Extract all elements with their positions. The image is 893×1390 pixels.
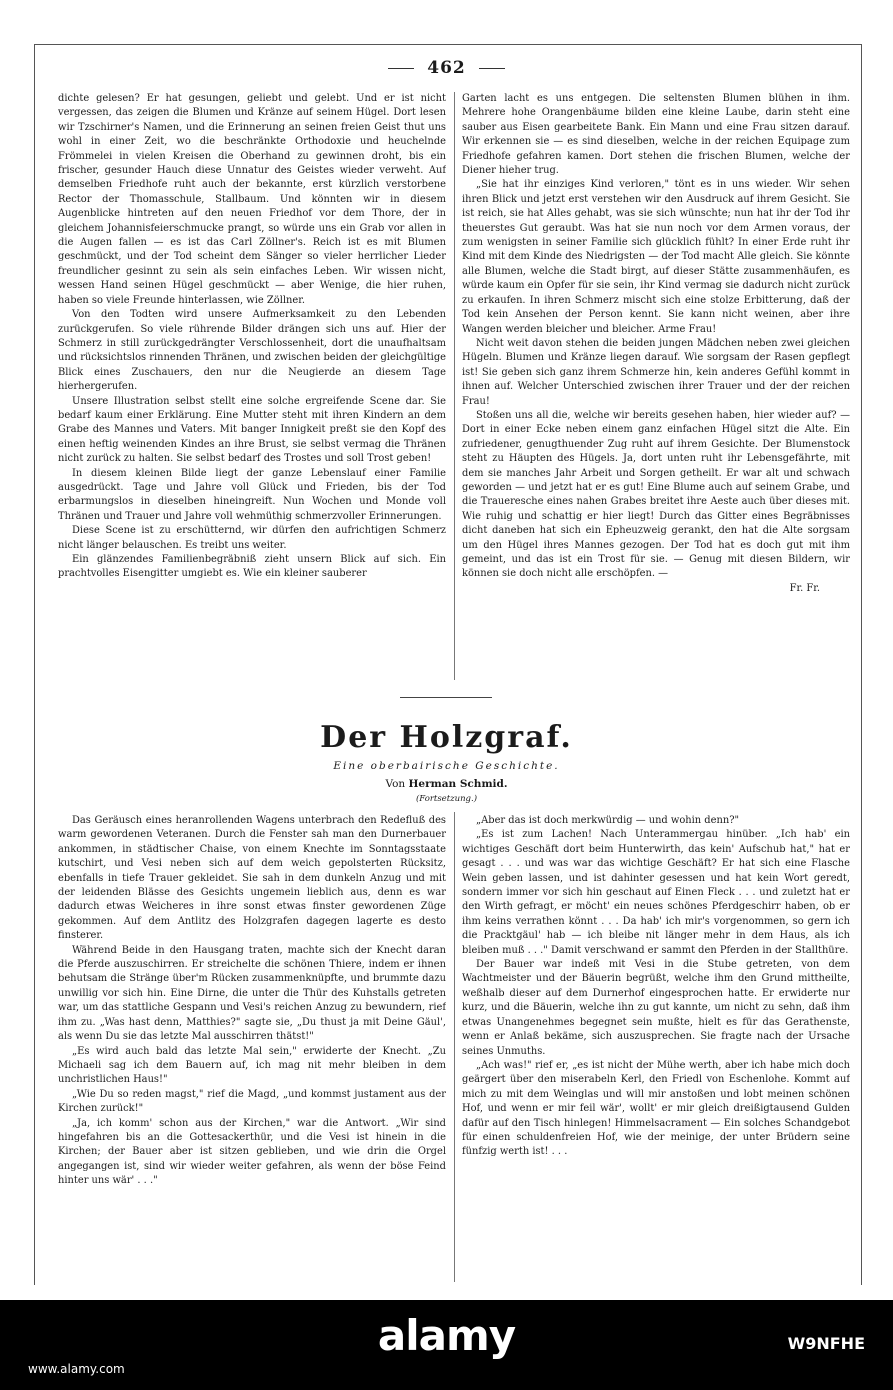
paragraph: Von den Todten wird unsere Aufmerksamkeit zu den Lebenden zurückgerufen. So viele rührende Bilder drängen sich uns auf. Hier der Schmerz in still zurückgedrängter Verschlossenheit, dort die unaufhaltsam und rücksichtslos rinnenden Thränen, und zwischen beiden der gleichgültige Blick eines Zuschauers, den nur die Neugierde an diesem Tage hierhergerufen. xyxy=(58,309,446,393)
paragraph: Der Bauer war indeß mit Vesi in die Stube getreten, von dem Wachtmeister und der Bäuerin begrüßt, welche ihm den Grund mittheilte, weßhalb dieser auf dem Durnerhof eingesprochen hatte. Er erwiderte nur kurz, und die Bäuerin, welche ihn zu gut kannte, um nicht zu sehn, daß ihm etwas Unangenehmes begegnet sein mußte, hielt es für das Gerathenste, wenn er Anlaß bekäme, sich auszusprechen. Sie fragte nach der Ursache seines Unmuths. xyxy=(462,959,850,1057)
column-divider xyxy=(454,92,455,680)
section-divider xyxy=(400,697,492,698)
paragraph: „Wie Du so reden magst," rief die Magd, „und kommst justament aus der Kirchen zurück!" xyxy=(58,1088,446,1115)
paragraph: Ein glänzendes Familienbegräbniß zieht unsern Blick auf sich. Ein prachtvolles Eisengitter umgiebt es. Wie ein kleiner sauberer xyxy=(58,554,446,580)
author-name: Herman Schmid. xyxy=(408,778,508,790)
paragraph: Diese Scene ist zu erschütternd, wir dürfen den aufrichtigen Schmerz nicht länger belauschen. Es treibt uns weiter. xyxy=(58,525,446,551)
paragraph: Das Geräusch eines heranrollenden Wagens unterbrach den Redefluß des warm gewordenen Veteranen. Durch die Fenster sah man den Durnerbauer ankommen, in städtischer Chaise, von einem Knechte im Sonntagsstaate kutschirt, und Vesi neben sich auf dem weich gepolsterten Rücksitz, ebenfalls in tiefe Trauer gekleidet. Sie sah in dem dunkeln Anzug und mit der leidenden Blässe des Gesichts ungemein lieblich aus, denn es war dadurch etwas Weicheres in ihre sonst etwas finster gewordenen Züge gekommen. Auf dem Antlitz des Holzgrafen dagegen lagerte es desto finsterer. xyxy=(58,815,446,942)
paragraph: „Ja, ich komm' schon aus der Kirchen," war die Antwort. „Wir sind hingefahren bis an die Gottesackerthür, und die Vesi ist hinein in die Kirchen; der Bauer aber ist sitzen geblieben, und wie drin die Orgel angegangen ist, sind wir wieder weiter gefahren, als wenn der böse Feind hinter uns wär' . . ." xyxy=(58,1117,446,1187)
page-number: 462 xyxy=(427,58,466,78)
story-author xyxy=(0,778,893,790)
upper-right-column xyxy=(462,92,850,680)
paragraph: dichte gelesen? Er hat gesungen, geliebt und gelebt. Und er ist nicht vergessen, das zeigen die Blumen und Kränze auf seinem Hügel. Dort lesen wir Tzschirner's Namen, und die Erinnerung an seinen freien Geist thut uns wohl in einer Zeit, wo die beschränkte Orthodoxie und heuchelnde Frömmelei in vielen Kreisen die Oberhand zu gewinnen droht, bis ein frischer, gesunder Hauch diese Unnatur des Geistes wieder verweht. Auf demselben Friedhofe ruht auch der bekannte, erst kürzlich verstorbene Rector der Thomasschule, Stallbaum. Und könnten wir in diesem Augenblicke hintreten auf den neuen Friedhof vor dem Thore, der in gleichem Johannisfeierschmucke prangt, so würde uns ein Grab vor allen in die Augen fallen — es ist das Carl Zöllner's. Reich ist es mit Blumen geschmückt, und der Tod scheint dem Sänger so vieler herrlicher Lieder freundlicher gesinnt zu sein als sein einfaches Leben. Wir wissen nicht, wessen Hand seinen Hügel geschmückt — aber Wenige, die hier ruhen, haben so viele Freunde hinterlassen, wie Zöllner. xyxy=(58,93,446,306)
paragraph: „Es wird auch bald das letzte Mal sein," erwiderte der Knecht. „Zu Michaeli sag ich dem Bauern auf, ich mag nit mehr bleiben in dem unchristlichen Haus!" xyxy=(58,1045,446,1086)
watermark-url: www.alamy.com xyxy=(28,1362,125,1376)
paragraph: „Aber das ist doch merkwürdig — und wohin denn?" xyxy=(476,815,740,826)
watermark-image-id: W9NFHE xyxy=(787,1334,865,1353)
watermark-logo: alamy xyxy=(377,1311,516,1360)
upper-left-column xyxy=(58,92,446,680)
paragraph: „Ach was!" rief er, „es ist nicht der Mühe werth, aber ich habe mich doch geärgert über den miserabeln Kerl, den Friedl von Eschenlohe. Kommt auf mich zu mit dem Weinglas und will mir anstoßen und lobt meinen schönen Hof, und wenn er mir feil wär', wollt' er mir gleich dreißigtausend Gulden dafür auf den Tisch hinlegen! Himmelsacrament — Ein solches Schandgebot für einen schuldenfreien Hof, wie der meinige, der unter Brüdern seine fünfzig werth ist! . . . xyxy=(462,1059,850,1158)
story-subtitle: Eine oberbairische Geschichte. xyxy=(333,760,560,772)
paragraph: Nicht weit davon stehen die beiden jungen Mädchen neben zwei gleichen Hügeln. Blumen und Kränze liegen darauf. Wie sorgsam der Rasen gepflegt ist! Sie geben sich ganz ihrem Schmerze hin, kein anderes Gefühl kommt in ihnen auf. Welcher Unterschied zwischen ihrer Trauer und der der reichen Frau! xyxy=(462,337,850,407)
paragraph: Während Beide in den Hausgang traten, machte sich der Knecht daran die Pferde auszuschirren. Er streichelte die schönen Thiere, indem er ihnen behutsam die Stränge über'm Rücken zusammenknüpfte, und brummte dazu unwillig vor sich hin. Eine Dirne, die unter die Thür des Kuhstalls getreten war, um das stattliche Gespann und Vesi's reichen Anzug zu bewundern, rief ihm zu. „Was hast denn, Matthies?" sagte sie, „Du thust ja mit Deine Gäul', als wenn Du sie das letzte Mal ausschirren thätst!" xyxy=(58,944,446,1043)
continuation-note: (Fortsetzung.) xyxy=(415,794,478,804)
paragraph: „Sie hat ihr einziges Kind verloren," tönt es in uns wieder. Wir sehen ihren Blick und jetzt erst verstehen wir den Ausdruck auf ihrem Gesicht. Sie ist reich, sie hat Alles gehabt, was sie sich wünschte; nun hat ihr der Tod ihr theuerstes Gut geraubt. Was hat sie nun noch vor dem Armen voraus, der zum wenigsten in seiner Familie sich glücklich fühlt? In einer Erde ruht ihr Kind mit dem Kinde des Niedrigsten — der Tod macht Alle gleich. Sie könnte alle Blumen, welche die Stadt birgt, auf dieser Stätte zusammenhäufen, es würde kaum ein Opfer für sie sein, ihr Kind vermag sie dadurch nicht zurück zu erkaufen. In ihren Schmerz mischt sich eine stolze Erbitterung, daß der Tod kein Ansehen der Person kennt. Sie kann nicht weinen, aber ihre Wangen werden bleicher und bleicher. Arme Frau! xyxy=(462,179,850,335)
header-rule-right xyxy=(479,68,505,69)
column-divider xyxy=(454,812,455,1282)
paragraph: Stoßen uns all die, welche wir bereits gesehen haben, hier wieder auf? — Dort in einer Ecke neben einem ganz einfachen Hügel sitzt die Alte. Ein zufriedener, genugthuender Zug ruht auf ihrem Gesichte. Der Blumenstock steht zu Häupten des Hügels. Ja, dort unten ruht ihr Lebensgefährte, mit dem sie manches Jahr Arbeit und Sorgen getheilt. Er war alt und schwach geworden — und jetzt hat er es gut! Eine Blume auch auf seinem Grabe, und die Traueresche eines nahen Grabes breitet ihre Aeste auch über dieses mit. Wie ruhig und schattig er hier liegt! Durch das Gitter eines Begräbnisses dicht daneben hat sich ein Epheuzweig gerankt, den hat die Alte sorgsam um den Hügel ihres Mannes gezogen. Der Tod hat es doch gut mit ihm gemeint, und das ist ein Trost für sie. — Genug mit diesen Bildern, wir können sie doch nicht alle erschöpfen. — xyxy=(462,409,850,580)
story-title: Der Holzgraf. xyxy=(320,720,573,755)
article-signature: Fr. Fr. xyxy=(789,582,820,594)
paragraph: Unsere Illustration selbst stellt eine solche ergreifende Scene dar. Sie bedarf kaum einer Erklärung. Eine Mutter steht mit ihren Kindern an dem Grabe des Mannes und Vaters. Mit banger Innigkeit preßt sie den Kopf des einen heftig weinenden Kindes an ihre Brust, sie selbst vermag die Thränen nicht zurück zu halten. Sie selbst bedarf des Trostes und soll Trost geben! xyxy=(58,395,446,465)
page-header xyxy=(0,58,893,78)
paragraph: „Es ist zum Lachen! Nach Unterammergau hinüber. „Ich hab' ein wichtiges Geschäft dort beim Hunterwirth, das kein' Aufschub hat," hat er gesagt . . . und was war das wichtige Geschäft? Er hat sich eine Flasche Wein geben lassen, und ist dahinter gesessen und hat kein Wort geredt, sondern immer vor sich hin geschaut auf Einen Fleck . . . und zuletzt hat er den Wirth gefragt, er möcht' ein neues schönes Pferdgeschirr haben, ob er ihm keins verrathen könnt . . . Da hab' ich mir's vorgenommen, so gern ich die Pracktgäul' hab — ich bleibe nit länger mehr in dem Haus, als ich bleiben muß . . ." Damit verschwand er sammt den Pferden in der Stallthüre. xyxy=(462,829,850,956)
paragraph: In diesem kleinen Bilde liegt der ganze Lebenslauf einer Familie ausgedrückt. Tage und Jahre voll Glück und Frieden, bis der Tod erbarmungslos in dieselben hineingreift. Nun Wochen und Monde voll Thränen und Trauer und Jahre voll wehmüthig schmerzvoller Erinnerungen. xyxy=(58,467,446,522)
author-prefix: Von xyxy=(385,778,406,790)
paragraph: Garten lacht es uns entgegen. Die seltensten Blumen blühen in ihm. Mehrere hohe Orangenbäume bilden eine kleine Laube, darin steht eine sauber aus Eisen gearbeitete Bank. Ein Mann und eine Frau sitzen darauf. Wir erkennen sie — es sind dieselben, welche in der reichen Equipage zum Friedhofe gefahren kamen. Dort stehen die frischen Blumen, welche der Diener hieher trug. xyxy=(462,93,850,177)
lower-right-column xyxy=(462,814,850,1284)
lower-left-column xyxy=(58,814,446,1284)
header-rule-left xyxy=(388,68,414,69)
